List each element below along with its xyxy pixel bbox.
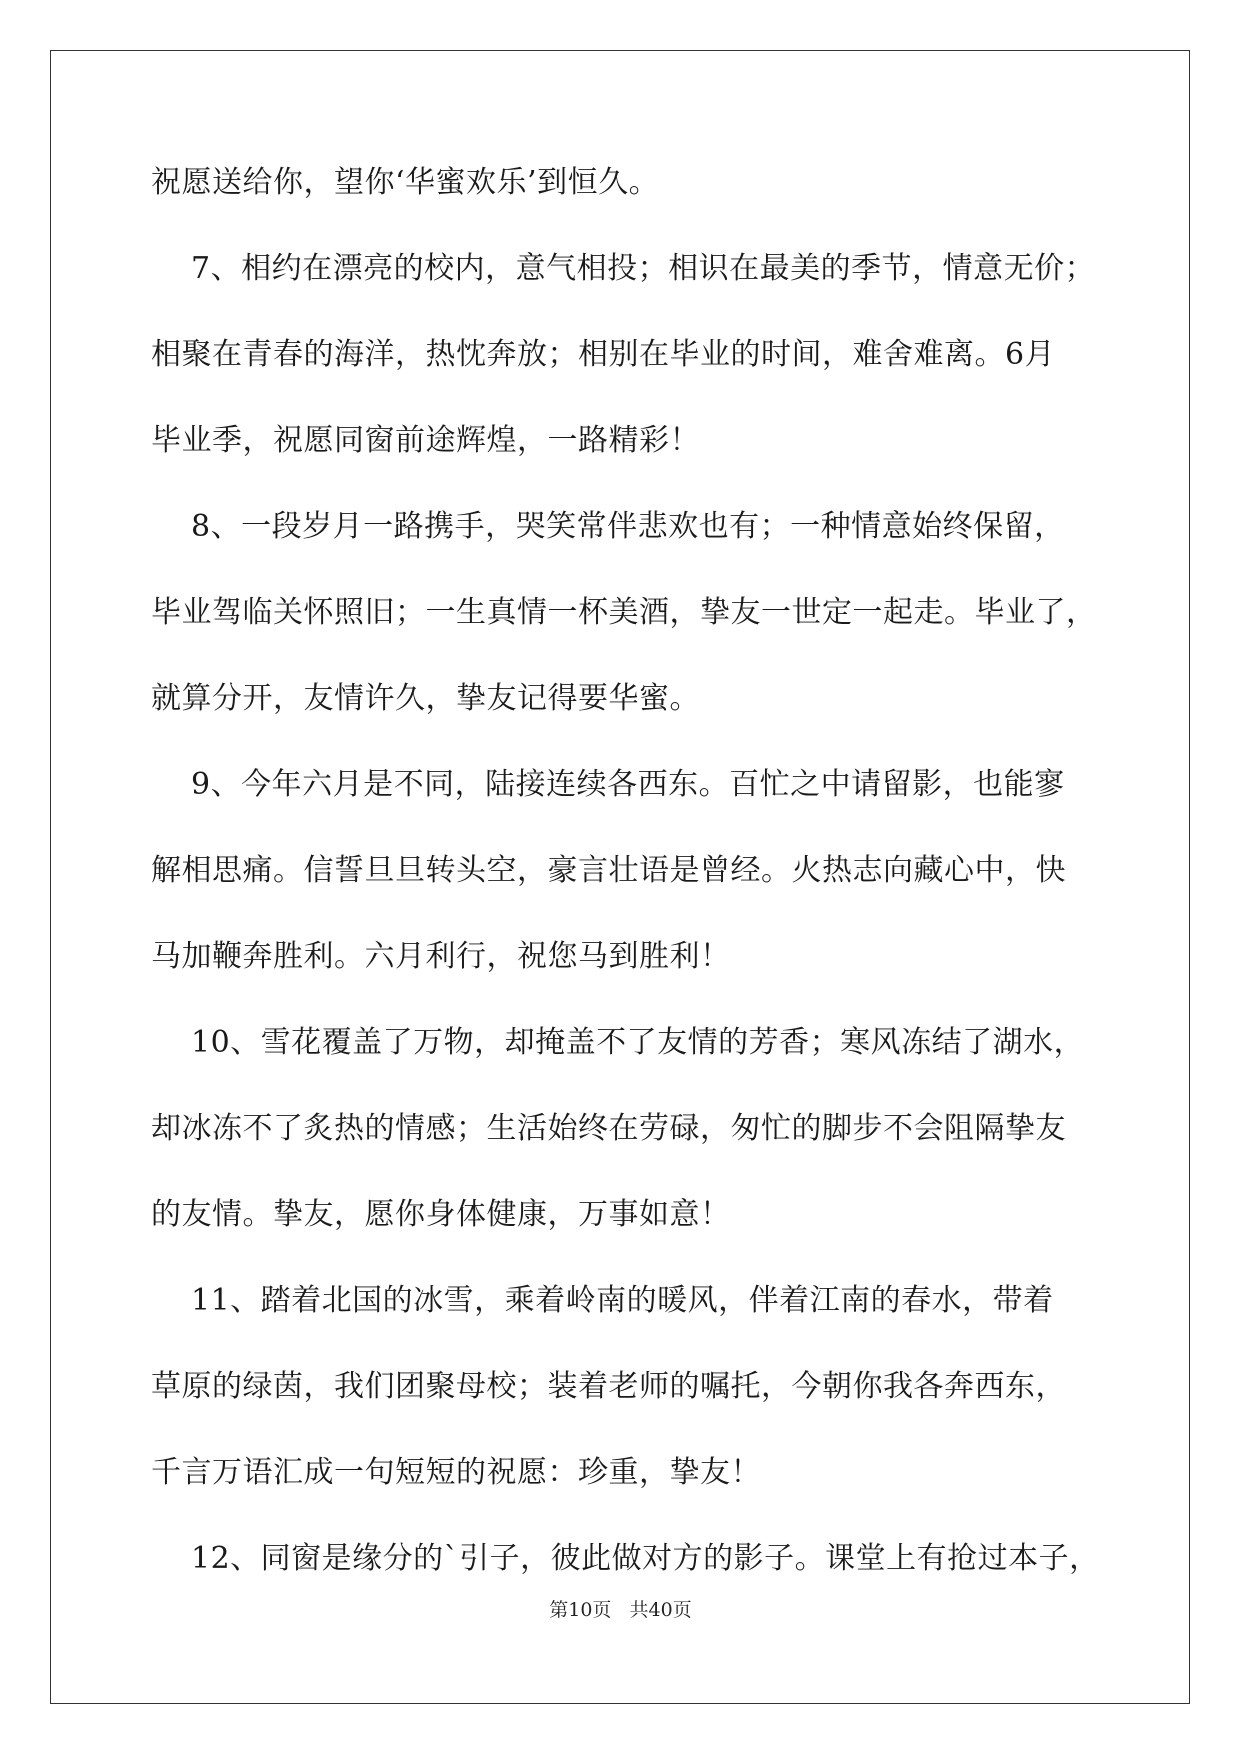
text-line: 草原的绿茵，我们团聚母校；装着老师的嘱托，今朝你我各奔西东， <box>151 1369 1066 1404</box>
paragraph-8-line: 8、一段岁月一路携手，哭笑常伴悲欢也有；一种情意始终保留， <box>191 509 1065 544</box>
paragraph-11-line: 11、踏着北国的冰雪，乘着岭南的暖风，伴着江南的春水，带着 <box>191 1283 1054 1318</box>
text-line: 解相思痛。信誓旦旦转头空，豪言壮语是曾经。火热志向藏心中，快 <box>151 853 1066 888</box>
page-number-footer: 第10页 共40页 <box>549 1599 692 1621</box>
text-line: 的友情。挚友，愿你身体健康，万事如意！ <box>151 1197 731 1232</box>
paragraph-9-line: 9、今年六月是不同，陆接连续各西东。百忙之中请留影，也能寥 <box>191 767 1065 802</box>
text-line: 相聚在青春的海洋，热忱奔放；相别在毕业的时间，难舍难离。6月 <box>151 337 1056 372</box>
paragraph-12-line: 12、同窗是缘分的`引子，彼此做对方的影子。课堂上有抢过本子， <box>191 1541 1100 1576</box>
text-line: 千言万语汇成一句短短的祝愿：珍重，挚友！ <box>151 1455 761 1490</box>
text-line: 毕业季，祝愿同窗前途辉煌，一路精彩！ <box>151 423 700 458</box>
paragraph-10-line: 10、雪花覆盖了万物，却掩盖不了友情的芳香；寒风冻结了湖水， <box>191 1025 1085 1060</box>
text-line: 祝愿送给你，望你‘华蜜欢乐’到恒久。 <box>151 165 660 200</box>
text-line: 毕业驾临关怀照旧；一生真情一杯美酒，挚友一世定一起走。毕业了， <box>151 595 1097 630</box>
text-line: 却冰冻不了炙热的情感；生活始终在劳碌，匆忙的脚步不会阻隔挚友 <box>151 1111 1066 1146</box>
paragraph-7-line: 7、相约在漂亮的校内，意气相投；相识在最美的季节，情意无价； <box>191 251 1096 286</box>
text-line: 马加鞭奔胜利。六月利行，祝您马到胜利！ <box>151 939 731 974</box>
text-line: 就算分开，友情许久，挚友记得要华蜜。 <box>151 681 700 716</box>
